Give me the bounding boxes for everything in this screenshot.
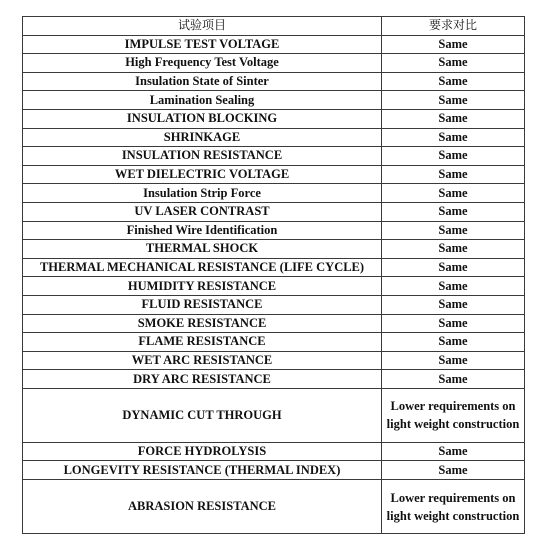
table-row xyxy=(23,128,525,147)
requirement-cell: Same xyxy=(382,165,525,184)
requirement-cell: Same xyxy=(382,258,525,277)
column-header-test-item: 试验项目 xyxy=(23,17,382,36)
requirement-cell: Same xyxy=(382,128,525,147)
table-row xyxy=(23,442,525,461)
test-item-cell: THERMAL MECHANICAL RESISTANCE (LIFE CYCLE) xyxy=(23,258,382,277)
table-row xyxy=(23,333,525,352)
table-row xyxy=(23,202,525,221)
test-item-cell: FLAME RESISTANCE xyxy=(23,333,382,352)
table-row xyxy=(23,277,525,296)
table-row xyxy=(23,258,525,277)
test-item-cell: Insulation Strip Force xyxy=(23,184,382,203)
requirement-cell: Same xyxy=(382,221,525,240)
table-header-row xyxy=(23,17,525,36)
requirement-cell: Same xyxy=(382,370,525,389)
requirement-cell: Same xyxy=(382,35,525,54)
requirement-cell: Same xyxy=(382,442,525,461)
table-row xyxy=(23,295,525,314)
test-item-cell: Finished Wire Identification xyxy=(23,221,382,240)
test-item-cell: WET ARC RESISTANCE xyxy=(23,351,382,370)
table-row xyxy=(23,91,525,110)
test-item-cell: FLUID RESISTANCE xyxy=(23,295,382,314)
test-item-cell: DYNAMIC CUT THROUGH xyxy=(23,388,382,442)
test-item-cell: WET DIELECTRIC VOLTAGE xyxy=(23,165,382,184)
requirement-cell: Same xyxy=(382,147,525,166)
table-row xyxy=(23,147,525,166)
requirement-cell: Lower requirements on light weight construction xyxy=(382,480,525,534)
test-item-cell: ABRASION RESISTANCE xyxy=(23,480,382,534)
table-row xyxy=(23,184,525,203)
requirement-cell: Same xyxy=(382,295,525,314)
requirement-cell: Lower requirements on light weight construction xyxy=(382,388,525,442)
table-row xyxy=(23,72,525,91)
test-item-cell: SHRINKAGE xyxy=(23,128,382,147)
test-item-cell: IMPULSE TEST VOLTAGE xyxy=(23,35,382,54)
test-item-cell: LONGEVITY RESISTANCE (THERMAL INDEX) xyxy=(23,461,382,480)
test-item-cell: INSULATION BLOCKING xyxy=(23,109,382,128)
requirement-cell: Same xyxy=(382,351,525,370)
table-row xyxy=(23,35,525,54)
test-item-cell: High Frequency Test Voltage xyxy=(23,54,382,73)
table-row xyxy=(23,165,525,184)
requirement-cell: Same xyxy=(382,72,525,91)
requirement-cell: Same xyxy=(382,314,525,333)
requirement-cell: Same xyxy=(382,240,525,259)
requirement-cell: Same xyxy=(382,54,525,73)
table-row xyxy=(23,54,525,73)
requirement-cell: Same xyxy=(382,91,525,110)
test-item-cell: Insulation State of Sinter xyxy=(23,72,382,91)
test-item-cell: DRY ARC RESISTANCE xyxy=(23,370,382,389)
test-item-cell: UV LASER CONTRAST xyxy=(23,202,382,221)
table-row xyxy=(23,351,525,370)
column-header-requirement-comparison: 要求对比 xyxy=(382,17,525,36)
table-row xyxy=(23,461,525,480)
test-item-cell: FORCE HYDROLYSIS xyxy=(23,442,382,461)
table-row xyxy=(23,240,525,259)
test-item-cell: THERMAL SHOCK xyxy=(23,240,382,259)
table-row xyxy=(23,480,525,534)
test-item-cell: SMOKE RESISTANCE xyxy=(23,314,382,333)
requirement-cell: Same xyxy=(382,461,525,480)
test-item-cell: HUMIDITY RESISTANCE xyxy=(23,277,382,296)
requirement-cell: Same xyxy=(382,109,525,128)
requirement-cell: Same xyxy=(382,277,525,296)
table-row xyxy=(23,388,525,442)
test-item-cell: Lamination Sealing xyxy=(23,91,382,110)
table-row xyxy=(23,314,525,333)
test-item-cell: INSULATION RESISTANCE xyxy=(23,147,382,166)
table-row xyxy=(23,370,525,389)
test-comparison-table xyxy=(22,16,525,534)
requirement-cell: Same xyxy=(382,184,525,203)
table-row xyxy=(23,221,525,240)
document-page xyxy=(22,16,524,534)
requirement-cell: Same xyxy=(382,333,525,352)
requirement-cell: Same xyxy=(382,202,525,221)
table-row xyxy=(23,109,525,128)
